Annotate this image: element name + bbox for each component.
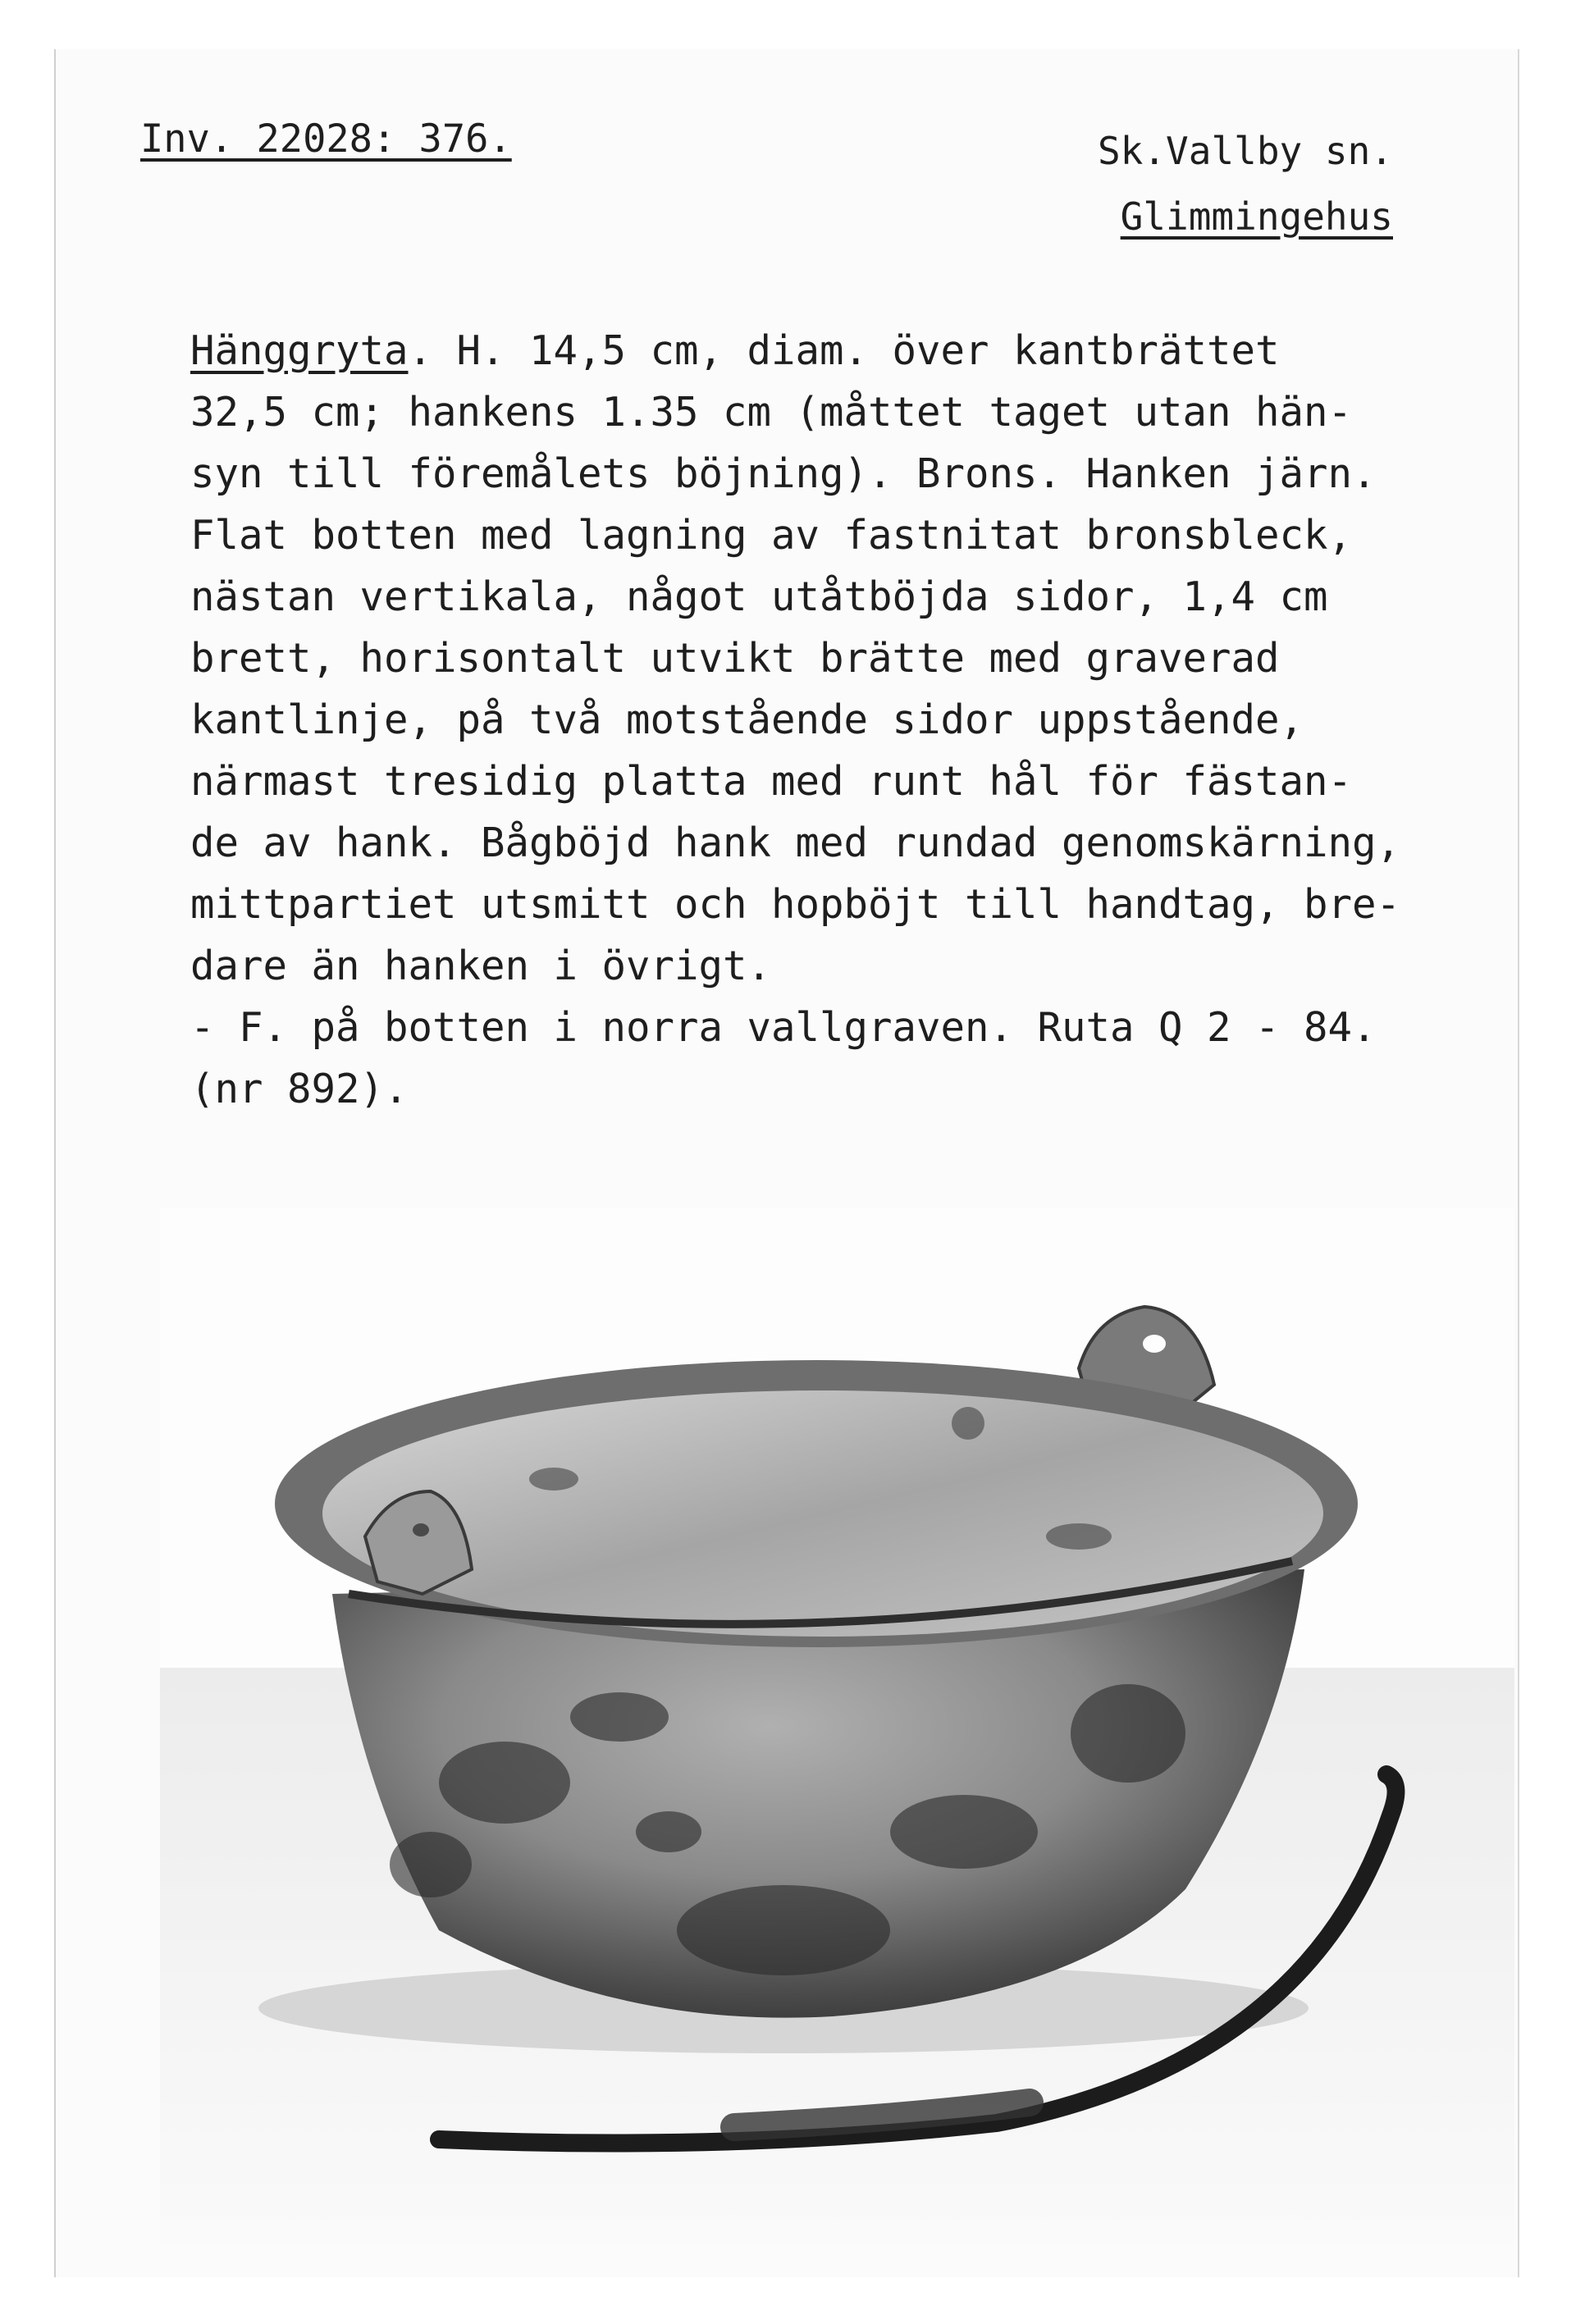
location-block	[1098, 118, 1393, 249]
object-title: Hänggryta	[190, 327, 409, 374]
pot-photo-svg	[160, 1208, 1514, 2243]
description-line: de av hank. Bågböjd hank med rundad genomskärning,	[190, 820, 1401, 866]
description-line: Flat botten med lagning av fastnitat bronsbleck,	[190, 512, 1353, 559]
description-line: - F. på botten i norra vallgraven. Ruta Q 2 - 84.	[190, 1004, 1377, 1051]
lug-hole-right	[1143, 1335, 1166, 1353]
description-line: närmast tresidig platta med runt hål för fästan-	[190, 758, 1353, 805]
object-photograph	[160, 1208, 1514, 2243]
description-line: kantlinje, på två motstående sidor uppstående,	[190, 696, 1304, 743]
description-line: dare än hanken i övrigt.	[190, 943, 772, 989]
description-line: brett, horisontalt utvikt brätte med graverad	[190, 635, 1280, 682]
catalog-card	[54, 49, 1519, 2277]
description-line: 32,5 cm; hankens 1.35 cm (måttet taget utan hän-	[190, 389, 1353, 436]
description-line: mittpartiet utsmitt och hopböjt till handtag, bre-	[190, 881, 1401, 928]
description-line: Hänggryta. H. 14,5 cm, diam. över kantbrättet	[190, 327, 1280, 374]
pot-interior	[322, 1390, 1323, 1637]
inventory-number: Inv. 22028: 376.	[140, 116, 512, 162]
description-line: syn till föremålets böjning). Brons. Hanken järn.	[190, 450, 1377, 497]
object-description	[190, 320, 1536, 1120]
description-line: (nr 892).	[190, 1066, 409, 1112]
description-line: nästan vertikala, något utåtböjda sidor, 1,4 cm	[190, 573, 1328, 620]
parish-name: Sk.Vallby sn.	[1097, 129, 1393, 173]
lug-hole-left	[413, 1523, 429, 1536]
site-name: Glimmingehus	[1120, 194, 1393, 239]
